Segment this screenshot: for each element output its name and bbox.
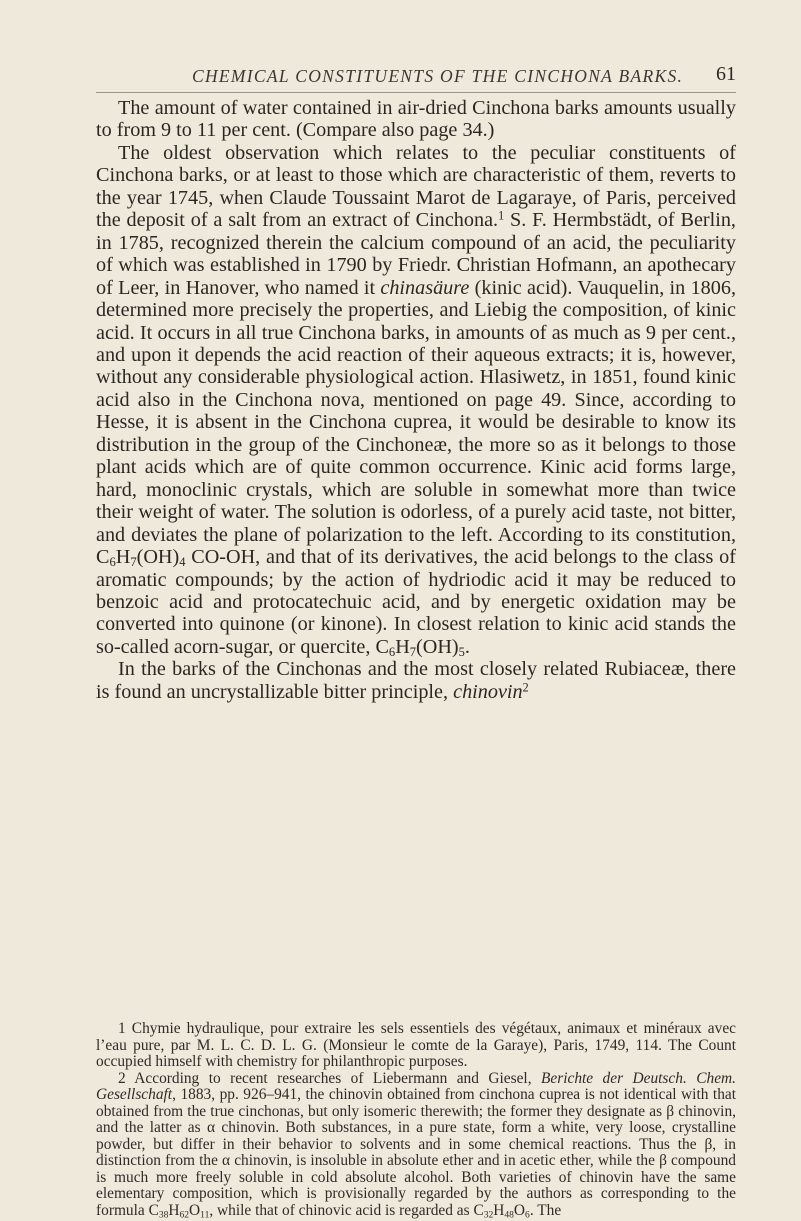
paragraph-chinovin: [96, 658, 736, 703]
paragraph-text: The amount of water contained in air-dried Cinchona barks amounts usually to from 9 to 11 per cent. (Compare also page 34.): [96, 97, 736, 142]
footnote-text: 1 Chymie hydraulique, pour extraire les sels essentiels des végétaux, animaux et minéraux avec l’eau pure, par M. L. C. D. L. G. (Monsieur le comte de la Garaye), Paris, 1749, 114. The Count occupied himself with chemistry for philanthropic purposes.: [96, 1020, 736, 1071]
footnote-text: 2 According to recent researches of Liebermann and Giesel,: [118, 1069, 541, 1087]
italic-term: chinovin: [453, 680, 523, 703]
paragraph-text: .: [464, 635, 470, 658]
paragraph-text: S. F. Hermbstädt, of Berlin, in 1785, recognized therein the calcium compound of an acid, the peculiarity of which was established in 1790 by Friedr. Christian Hofmann, an apothecary of Leer, in Hanover, who named it: [96, 209, 736, 299]
paragraph-text: (kinic acid). Vauquelin, in 1806, determined more precisely the properties, and Liebig the composition, of kinic acid. It occurs in all true Cinchona barks, in amounts of as much as 9 per cent., and upon it depends the acid reaction of their aqueous extracts; it is, however, without any considerable physiological action. Hlasiwetz, in 1851, found kinic acid also in the Cinchona nova, mentioned on page 49. Since, according to Hesse, it is absent in the Cinchona cuprea, it would be desirable to know its distribution in the group of the Cinchoneæ, the more so as it belongs to those plant acids which are of quite common occurrence. Kinic acid forms large, hard, monoclinic crystals, which are soluble in somewhat more than twice their weight of water. The solution is odorless, of a purely acid taste, not bitter, and deviates the plane of polarization to the left. According to its constitution,: [96, 276, 736, 546]
footnote-ref-1: 1: [498, 208, 505, 223]
running-title: CHEMICAL CONSTITUENTS OF THE CINCHONA BARKS.: [192, 66, 684, 86]
paragraph-text: The oldest observation which relates to the peculiar constituents of Cinchona barks, or at least to those which are characteristic of them, reverts to the year 1745, when Claude Toussaint Marot de Lagaraye, of Paris, perceived the deposit of a salt from an extract of Cinchona.: [96, 141, 736, 232]
footnotes: [96, 1021, 736, 1220]
footnote-1: [96, 1021, 736, 1071]
main-text: [96, 97, 736, 703]
page-number: 61: [716, 63, 736, 85]
paragraph-text: , and that of its derivatives, the acid belongs to the class of aromatic compounds; by the action of hydriodic acid it may be reduced to benzoic acid and protocatechuic acid, and by energetic oxidation may be converted into quinone (or kinone). In closest relation to kinic acid stands the so-called acorn-sugar, or quercite,: [96, 546, 736, 658]
paragraph-water-content: [96, 97, 736, 142]
paragraph-text: In the barks of the Cinchonas and the most closely related Rubiaceæ, there is found an uncrystallizable bitter principle,: [96, 658, 736, 703]
journal-title: Berichte der Deutsch. Chem. Gesellschaft: [96, 1069, 736, 1104]
running-header: [96, 62, 736, 93]
chemical-formula: $C_6H_7(OH)_4$ CO-OH: [96, 546, 256, 570]
paragraph-kinic-acid: [96, 142, 736, 658]
footnote-text: , 1883, pp. 926–941, the chinovin obtained from cinchona cuprea is not identical with that obtained from the true cinchonas, but only isomeric therewith; the former they designate as β chinovin, and the latter as α chinovin. Both substances, in a pure state, form a white, very loose, crystalline powder, but differ in their behavior to solvents and in some chemical reactions. Thus the β, in distinction from the α chinovin, is insoluble in absolute ether and in acetic ether, while the β compound is much more freely soluble in cold absolute alcohol. Both varieties of chinovin have the same elementary composition, which is provisionally regarded by the authors as corresponding to the formula $C_{38}H_{62}O_{11}$, while that of chinovic acid is regarded as $C_{32}H_{48}O_6$. The: [96, 1086, 736, 1221]
footnote-ref-2: 2: [522, 680, 529, 695]
footnote-2: [96, 1071, 736, 1220]
italic-term: chinasäure: [380, 276, 470, 299]
chemical-formula: $C_6H_7(OH)_5$: [375, 635, 465, 659]
